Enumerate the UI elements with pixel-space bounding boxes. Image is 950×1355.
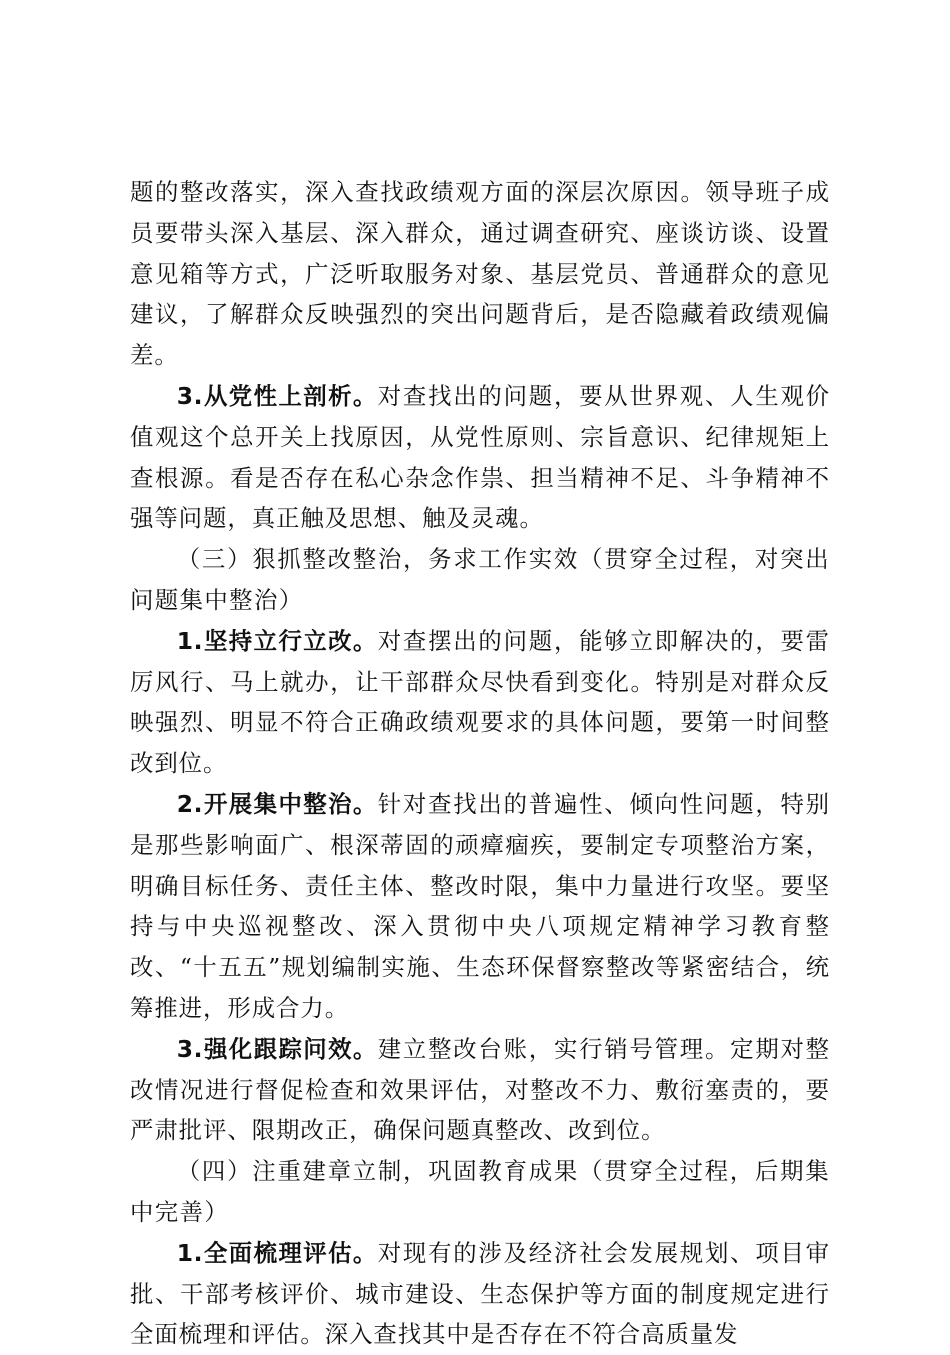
section-heading: （三）狠抓整改整治，务求工作实效（贯穿全过程，对突出问题集中整治） — [130, 545, 830, 614]
paragraph-text: 针对查找出的普遍性、倾向性问题，特别是那些影响面广、根深蒂固的顽瘴痼疾，要制定专项整治方案，明确目标任务、责任主体、整改时限，集中力量进行攻坚。要坚持与中央巡视整改、深入贯彻中央八项规定精神学习教育整改、“十五五”规划编制实施、生态环保督察整改等紧密结合，统筹推进，形成合力。 — [130, 789, 831, 1022]
document-page — [130, 172, 830, 1355]
item-lead: 3.从党性上剖析。 — [176, 381, 378, 410]
paragraph-text: 对查摆出的问题，能够立即解决的，要雷厉风行、马上就办，让干部群众尽快看到变化。特别是对群众反映强烈、明显不符合正确政绩观要求的具体问题，要第一时间整改到位。 — [130, 626, 831, 778]
paragraph-item — [130, 784, 830, 1029]
section-heading: （四）注重建章立制，巩固教育成果（贯穿全过程，后期集中完善） — [130, 1157, 830, 1226]
paragraph-item — [130, 621, 830, 784]
item-lead: 1.坚持立行立改。 — [176, 626, 378, 655]
paragraph-continuation — [130, 172, 830, 376]
paragraph-text: 对现有的涉及经济社会发展规划、项目审批、干部考核评价、城市建设、生态保护等方面的制度规定进行全面梳理和评估。深入查找其中是否存在不符合高质量发 — [130, 1238, 831, 1349]
paragraph-item — [130, 1233, 830, 1355]
paragraph-text: 建立整改台账，实行销号管理。定期对整改情况进行督促检查和效果评估，对整改不力、敷衍塞责的，要严肃批评、限期改正，确保问题真整改、改到位。 — [130, 1034, 831, 1145]
paragraph-item — [130, 376, 830, 539]
item-lead: 3.强化跟踪问效。 — [176, 1034, 378, 1063]
item-lead: 2.开展集中整治。 — [176, 789, 378, 818]
item-lead: 1.全面梳理评估。 — [176, 1238, 378, 1267]
paragraph-item — [130, 1029, 830, 1151]
paragraph-text: 对查找出的问题，要从世界观、人生观价值观这个总开关上找原因，从党性原则、宗旨意识、纪律规矩上查根源。看是否存在私心杂念作祟、担当精神不足、斗争精神不强等问题，真正触及思想、触及灵魂。 — [130, 381, 831, 533]
paragraph-text: 题的整改落实，深入查找政绩观方面的深层次原因。领导班子成员要带头深入基层、深入群众，通过调查研究、座谈访谈、设置意见箱等方式，广泛听取服务对象、基层党员、普通群众的意见建议，了解群众反映强烈的突出问题背后，是否隐藏着政绩观偏差。 — [130, 178, 830, 370]
